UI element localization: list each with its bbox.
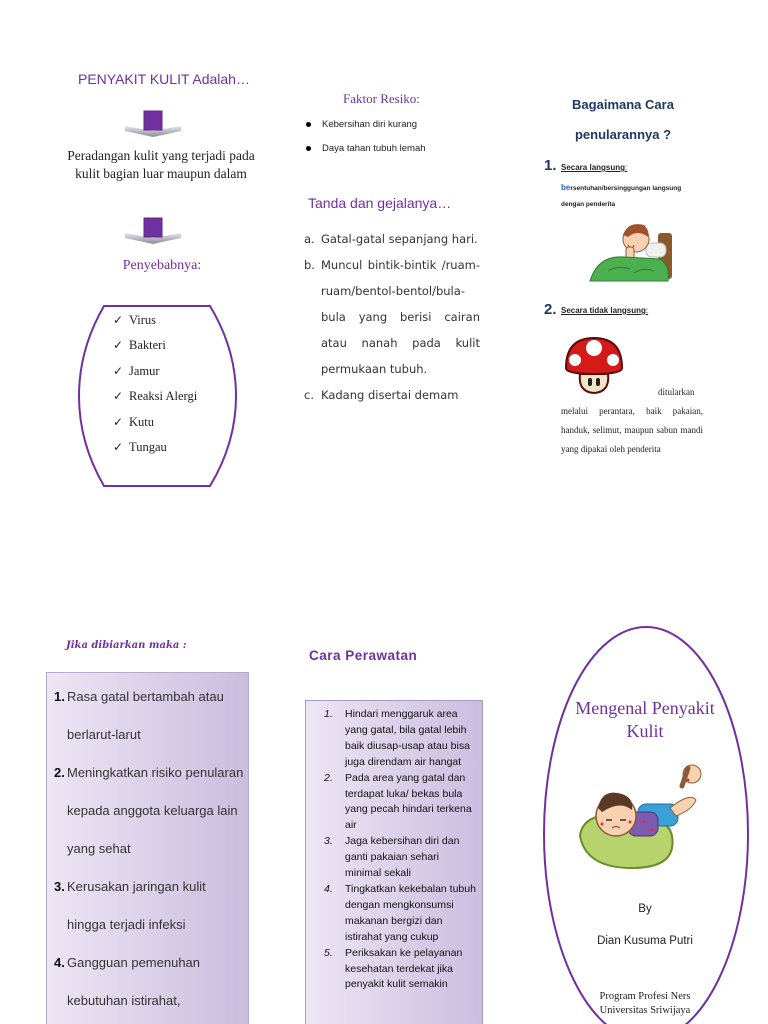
sick-child-in-bed-illustration [588,215,678,285]
list-item: 3. Kerusakan jaringan kulit hingga terjadi infeksi [54,879,206,932]
list-item: Daya tahan tubuh lemah [305,142,426,166]
check-icon: ✓ [113,338,124,353]
list-item: 3. Jaga kebersihan diri dan ganti pakaian sehari minimal sekali [324,835,460,880]
down-arrow-icon [125,109,181,137]
list-item: 5. Periksakan ke pelayanan kesehatan terdekat jika penyakit kulit semakin [324,946,463,991]
list-item: b. Muncul bintik-bintik /ruam-ruam/bentol-bentol/bula-bula yang berisi cairan atau nanah pada kulit permukaan tubuh. [304,258,480,376]
risk-factors-list [305,118,426,166]
cause-item: ✓ Bakteri [113,335,197,360]
risk-factors-heading: Faktor Resiko: [343,91,420,106]
direct-heading: Secara langsung: [561,163,628,172]
symptoms-heading: Tanda dan gejalanya… [308,195,452,211]
causes-list [113,310,197,462]
treatment-list [324,707,478,993]
author-name: Dian Kusuma Putri [597,935,693,947]
cause-item: ✓ Virus [113,310,197,335]
list-item: 4. Tingkatkan kekebalan tubuh dengan mengkonsumsi makanan bergizi dan istirahat yang cukup [324,882,476,943]
cause-item: ✓ Tungau [113,437,197,462]
list-item: 2. Meningkatkan risiko penularan kepada anggota keluarga lain yang sehat [54,765,244,856]
indirect-number: 2. [544,301,557,318]
indirect-description: ditularkan melalui perantara, baik pakaian, handuk, selimut, maupun sabun mandi yang dipakai oleh penderita [561,387,703,454]
consequences-list [54,678,246,1020]
direct-number: 1. [544,157,557,174]
byline-label: By [638,903,652,915]
check-icon: ✓ [113,414,124,429]
cover-title: Mengenal Penyakit Kulit [575,698,715,741]
treatment-heading: Cara Perawatan [309,648,418,663]
list-item: a. Gatal-gatal sepanjang hari. [304,232,478,246]
program-name: Program Profesi Ners Universitas Sriwijaya [599,991,691,1016]
list-item: 4. Gangguan pemenuhan kebutuhan istirahat, [54,955,201,1008]
list-item: c. Kadang disertai demam [304,388,459,402]
check-icon: ✓ [113,439,124,454]
consequences-heading: Jika dibiarkan maka : [66,640,187,651]
transmission-heading: Bagaimana Cara penularannya ? [572,97,674,142]
cause-item: ✓ Jamur [113,361,197,386]
definition-text: Peradangan kulit yang terjadi pada kulit bagian luar maupun dalam [67,148,255,181]
check-icon: ✓ [113,363,124,378]
section-title-definition: PENYAKIT KULIT Adalah… [78,71,250,87]
indirect-heading: Secara tidak langsung: [561,306,649,315]
down-arrow-icon [125,216,181,244]
cause-item: ✓ Reaksi Alergi [113,386,197,411]
list-item: Kebersihan diri kurang [305,118,426,142]
symptoms-list [304,226,480,408]
check-icon: ✓ [113,313,124,327]
causes-heading: Penyebabnya: [122,258,202,273]
list-item: 2. Pada area yang gatal dan terdapat luka/ bekas bula yang pecah hindari terkena air [324,771,472,832]
list-item: 1. Hindari menggaruk area yang gatal, bila gatal lebih baik diusap-usap atau bisa juga direndam air hangat [324,708,470,768]
cause-item: ✓ Kutu [113,412,197,437]
child-scratching-illustration [572,764,708,874]
list-item: 1. Rasa gatal bertambah atau berlarut-larut [54,689,224,742]
check-icon: ✓ [113,389,124,404]
direct-description: bersentuhan/bersinggungan langsung dengan penderita [561,183,682,208]
